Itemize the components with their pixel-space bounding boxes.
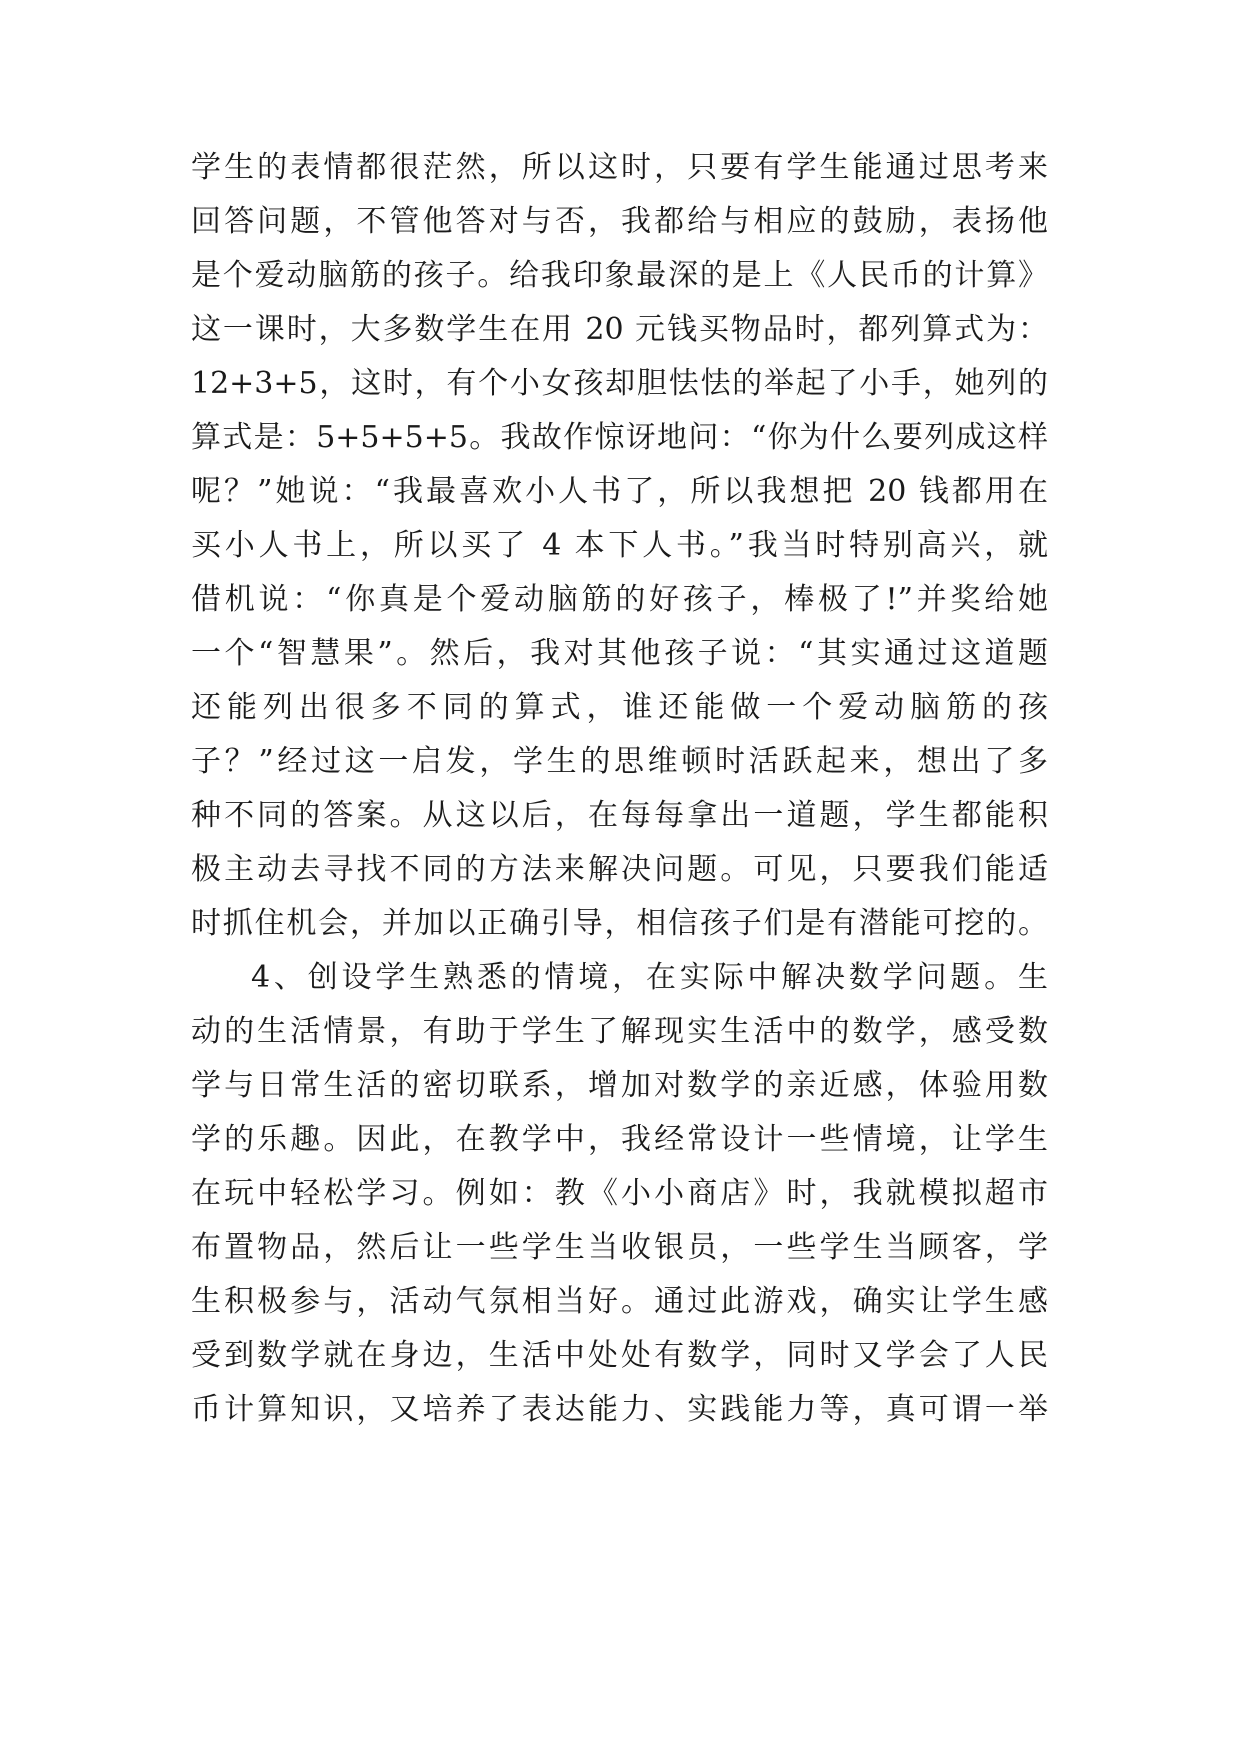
text-line: 一个“智慧果”。然后，我对其他孩子说：“其实通过这道题 (191, 636, 1048, 671)
text-line: 学的乐趣。因此，在教学中，我经常设计一些情境，让学生 (191, 1122, 1048, 1157)
text-line: 动的生活情景，有助于学生了解现实生活中的数学，感受数 (191, 1014, 1048, 1049)
text-line: 算式是：5+5+5+5。我故作惊讶地问：“你为什么要列成这样 (191, 420, 1048, 455)
text-line: 布置物品，然后让一些学生当收银员，一些学生当顾客，学 (191, 1230, 1048, 1265)
text-line: 种不同的答案。从这以后，在每每拿出一道题，学生都能积 (191, 798, 1048, 833)
text-line: 12+3+5，这时，有个小女孩却胆怯怯的举起了小手，她列的 (191, 366, 1048, 401)
text-line: 受到数学就在身边，生活中处处有数学，同时又学会了人民 (191, 1338, 1048, 1373)
text-line: 借机说：“你真是个爱动脑筋的好孩子，棒极了!”并奖给她 (191, 582, 1048, 617)
text-line: 还能列出很多不同的算式，谁还能做一个爱动脑筋的孩 (191, 690, 1048, 725)
paragraph-start-line: 4、创设学生熟悉的情境，在实际中解决数学问题。生 (251, 960, 1048, 995)
text-line: 学生的表情都很茫然，所以这时，只要有学生能通过思考来 (191, 150, 1048, 185)
text-line: 时抓住机会，并加以正确引导，相信孩子们是有潜能可挖的。 (191, 906, 1048, 941)
text-line: 子？”经过这一启发，学生的思维顿时活跃起来，想出了多 (191, 744, 1048, 779)
text-line: 是个爱动脑筋的孩子。给我印象最深的是上《人民币的计算》 (191, 258, 1048, 293)
text-line: 回答问题，不管他答对与否，我都给与相应的鼓励，表扬他 (191, 204, 1048, 239)
text-line: 买小人书上，所以买了 4 本下人书。”我当时特别高兴，就 (191, 528, 1048, 563)
text-line: 呢？”她说：“我最喜欢小人书了，所以我想把 20 钱都用在 (191, 474, 1048, 509)
text-line: 生积极参与，活动气氛相当好。通过此游戏，确实让学生感 (191, 1284, 1048, 1319)
text-line: 在玩中轻松学习。例如：教《小小商店》时，我就模拟超市 (191, 1176, 1048, 1211)
text-line: 学与日常生活的密切联系，增加对数学的亲近感，体验用数 (191, 1068, 1048, 1103)
text-line: 币计算知识，又培养了表达能力、实践能力等，真可谓一举 (191, 1392, 1048, 1427)
text-line: 这一课时，大多数学生在用 20 元钱买物品时，都列算式为： (191, 312, 1048, 347)
text-line: 极主动去寻找不同的方法来解决问题。可见，只要我们能适 (191, 852, 1048, 887)
